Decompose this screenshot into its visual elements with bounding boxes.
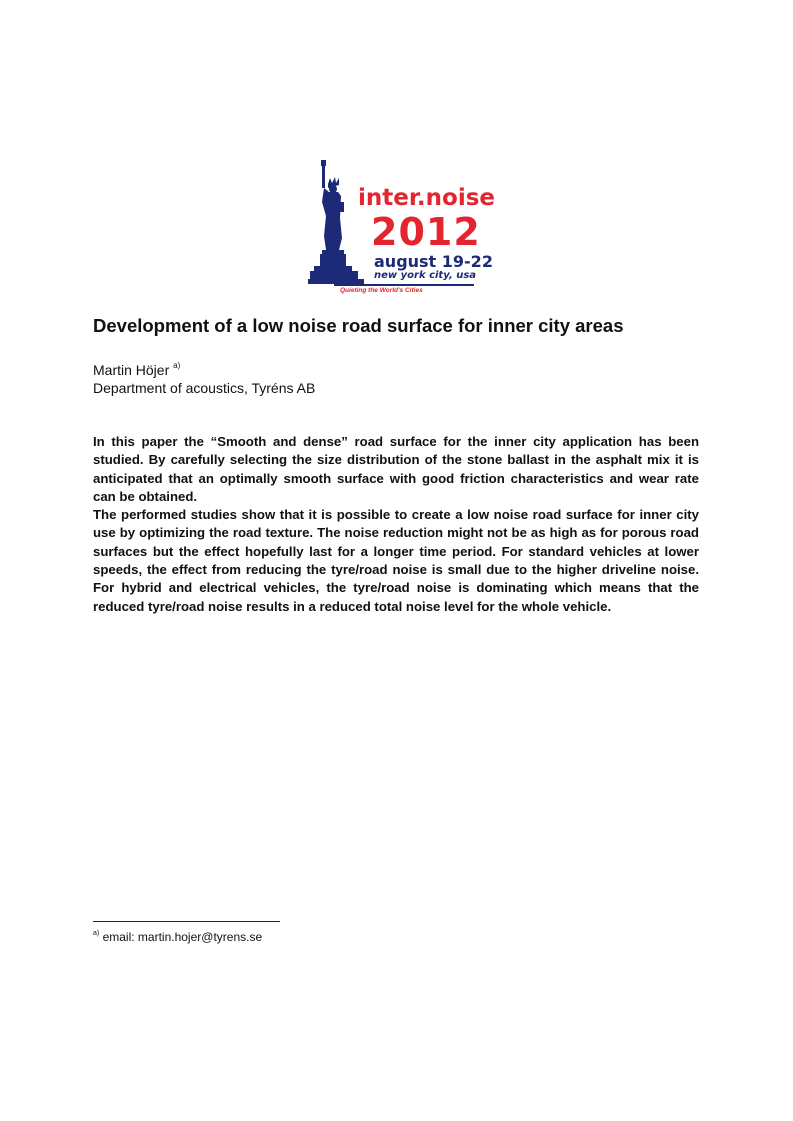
footnote: [93, 930, 262, 944]
logo-tagline: Quieting the World's Cities: [340, 287, 423, 294]
footnote-divider: [93, 921, 280, 922]
footnote-mark: a): [93, 930, 100, 937]
author-footnote-mark: a): [173, 361, 181, 370]
footnote-email: email: martin.hojer@tyrens.se: [99, 930, 263, 944]
conference-logo: [308, 158, 496, 300]
logo-divider: [334, 284, 474, 286]
logo-inter-noise: inter.noise: [358, 185, 496, 211]
abstract-paragraph: In this paper the “Smooth and dense” road surface for the inner city application has been studied. By carefully selecting the size distribution of the stone ballast in the asphalt mix it is anticipated that an optimally smooth surface with good friction characteristics and wear rate can be obtained.: [93, 434, 699, 504]
logo-year: 2012: [371, 210, 481, 254]
logo-dates: august 19-22: [374, 252, 493, 271]
author-name: Martin Höjer: [93, 362, 170, 378]
author-line: [93, 361, 180, 378]
abstract: [93, 433, 699, 616]
author-affiliation: Department of acoustics, Tyréns AB: [93, 380, 316, 396]
logo-location: new york city, usa: [374, 270, 477, 281]
paper-title: Development of a low noise road surface for inner city areas: [93, 315, 624, 336]
abstract-paragraph: The performed studies show that it is possible to create a low noise road surface for inner city use by optimizing the road texture. The noise reduction might not be as high as for porous road surfaces but the effect hopefully last for a longer time period. For standard vehicles at lower speeds, the effect from reducing the tyre/road noise is small due to the higher driveline noise. For hybrid and electrical vehicles, the tyre/road noise is dominating which means that the reduced tyre/road noise results in a reduced total noise level for the whole vehicle.: [93, 507, 699, 614]
